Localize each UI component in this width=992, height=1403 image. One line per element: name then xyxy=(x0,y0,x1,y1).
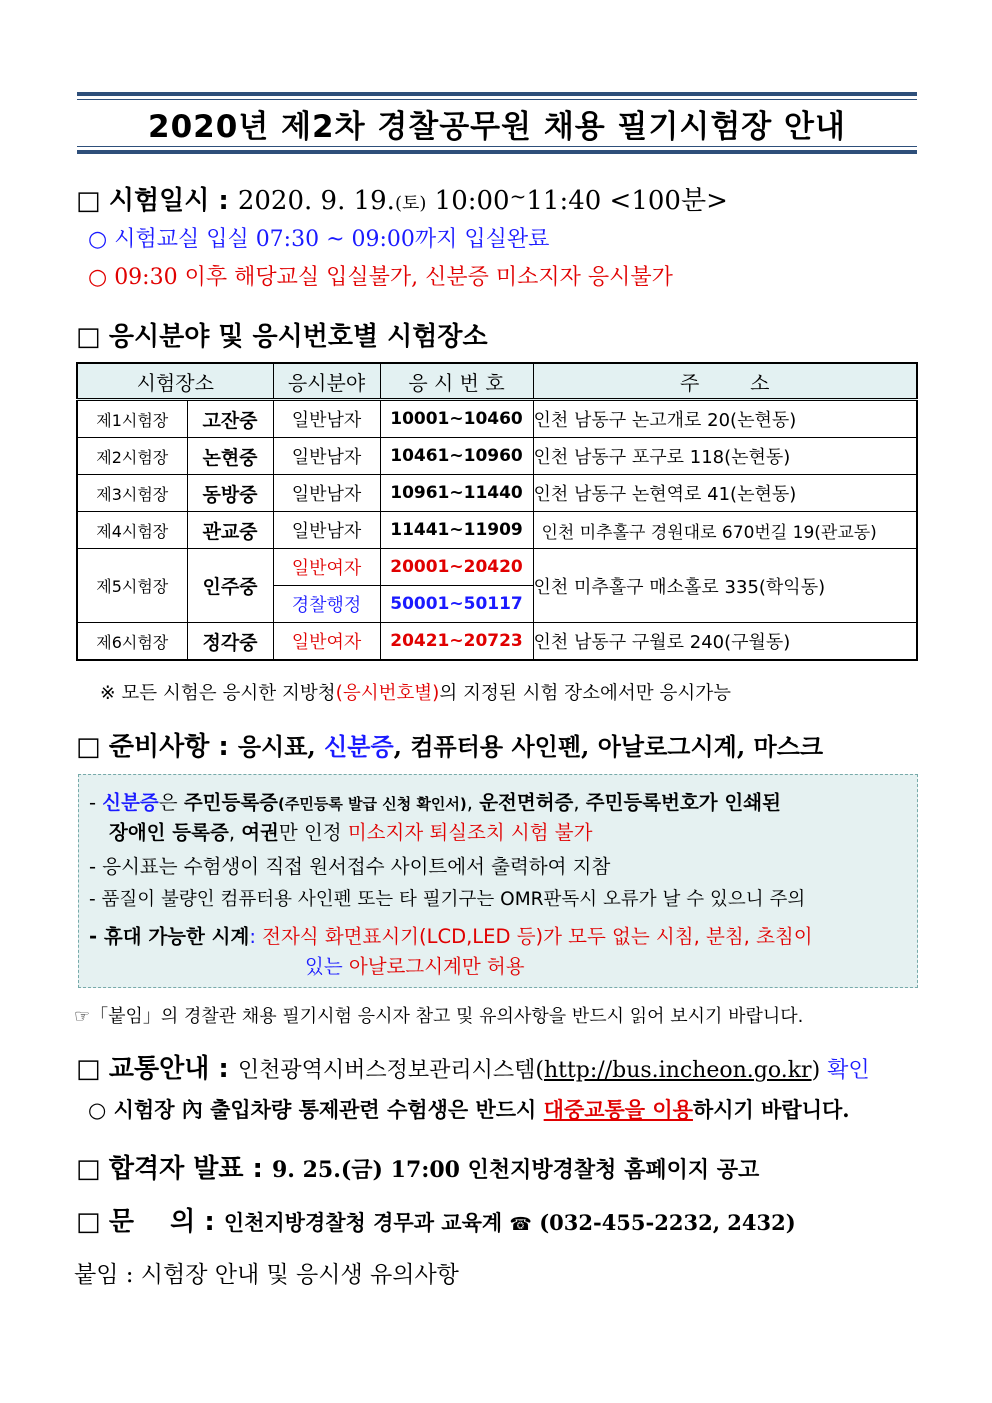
field-cell: 일반여자 xyxy=(273,549,380,586)
checkbox-icon: □ xyxy=(76,1154,101,1184)
text: , xyxy=(466,791,480,814)
school-cell: 정각중 xyxy=(187,623,273,661)
text: 은 xyxy=(158,791,184,814)
field-cell: 일반남자 xyxy=(273,475,380,512)
table-row xyxy=(77,512,917,549)
disability-card: 장애인 등록증 xyxy=(109,821,229,844)
traffic-bullet xyxy=(88,1094,850,1124)
colon: : xyxy=(209,1054,238,1084)
title-banner xyxy=(77,92,917,154)
school-cell: 인주중 xyxy=(187,549,273,623)
site-cell: 제5시험장 xyxy=(77,549,187,623)
checkbox-icon: □ xyxy=(76,1054,101,1084)
contact-heading xyxy=(76,1201,796,1238)
watch-label: - 휴대 가능한 시계 xyxy=(89,925,250,948)
exam-date-heading xyxy=(76,180,728,217)
colon: : xyxy=(209,732,238,762)
school-cell: 동방중 xyxy=(187,475,273,512)
field-cell: 경찰행정 xyxy=(273,586,380,623)
attachment-note: ☞「붙임」의 경찰관 채용 필기시험 응시자 참고 및 유의사항을 반드시 읽어 보시기 바랍니다. xyxy=(74,1006,804,1027)
field-cell: 일반남자 xyxy=(273,512,380,549)
exam-date-value-a: 2020. 9. 19. xyxy=(237,186,395,216)
numbers-cell: 10961~11440 xyxy=(380,475,533,512)
prep-heading xyxy=(76,726,823,763)
result-label: 합격자 발표 xyxy=(108,1154,244,1184)
prep-items-c: , 컴퓨터용 사인펜, 아날로그시계, 마스크 xyxy=(393,732,824,761)
page-title: 2020년 제2차 경찰공무원 채용 필기시험장 안내 xyxy=(148,108,846,145)
school-cell: 관교중 xyxy=(187,512,273,549)
traffic-label: 교통안내 xyxy=(108,1054,210,1084)
numbers-cell: 10461~10960 xyxy=(380,438,533,475)
table-header-row xyxy=(77,363,917,400)
site-cell: 제1시험장 xyxy=(77,400,187,438)
site-cell: 제3시험장 xyxy=(77,475,187,512)
checkbox-icon: □ xyxy=(76,322,101,352)
text: , xyxy=(573,791,586,814)
contact-label: 문 의 xyxy=(108,1207,196,1237)
phone-icon: ☎ xyxy=(509,1214,532,1235)
resident-card-note: (주민등록 발급 신청 확인서) xyxy=(278,795,467,813)
text: 만 인정 xyxy=(278,821,348,844)
prep-line-pen: - 품질이 불량인 컴퓨터용 사인펜 또는 타 필기구는 OMR판독시 오류가 날 수 있으니 주의 xyxy=(89,889,806,910)
table-row xyxy=(77,438,917,475)
header-site: 시험장소 xyxy=(77,363,273,400)
address-cell: 인천 남동구 논현역로 41(논현동) xyxy=(533,475,917,512)
table-row xyxy=(77,475,917,512)
note-suffix: 의 지정된 시험 장소에서만 응시가능 xyxy=(439,683,731,704)
colon: : xyxy=(209,186,238,216)
address-cell: 인천 남동구 구월로 240(구월동) xyxy=(533,623,917,661)
prep-items-a: 응시표, xyxy=(237,732,325,761)
address-cell: 인천 미추홀구 매소홀로 335(학익동) xyxy=(533,549,917,623)
exam-site-note xyxy=(100,679,731,705)
note-highlight: (응시번호별) xyxy=(335,683,440,704)
checkbox-icon: □ xyxy=(76,186,101,216)
entry-time-bullet: ○ 시험교실 입실 07:30 ~ 09:00까지 입실완료 xyxy=(88,227,550,252)
table-row xyxy=(77,400,917,438)
text: 하시기 바랍니다. xyxy=(692,1097,850,1122)
table-row xyxy=(77,623,917,661)
exam-date-value-b: 10:00 xyxy=(426,186,510,216)
field-cell: 일반남자 xyxy=(273,438,380,475)
result-text: 9. 25.(금) 17:00 인천지방경찰청 홈페이지 공고 xyxy=(272,1157,760,1183)
text: ) xyxy=(811,1058,828,1083)
prep-line-watch xyxy=(89,921,813,949)
result-heading xyxy=(76,1148,759,1185)
school-cell: 논현중 xyxy=(187,438,273,475)
prep-line-watch-2 xyxy=(305,951,525,979)
exam-date-label: 시험일시 xyxy=(108,186,210,216)
traffic-heading xyxy=(76,1048,870,1085)
text: ○ 시험장 內 출입차량 통제관련 수험생은 반드시 xyxy=(88,1097,544,1122)
numbers-cell: 50001~50117 xyxy=(380,586,533,623)
printed-number-text: 주민등록번호가 인쇄된 xyxy=(585,791,781,814)
exam-date-day: (토) xyxy=(394,193,427,214)
exam-sites-table xyxy=(76,362,918,661)
checkbox-icon: □ xyxy=(76,1207,101,1237)
prep-details-box xyxy=(78,774,918,988)
exam-date-value-c: 11:40 <100분> xyxy=(526,186,728,216)
public-transit-text: 대중교통을 이용 xyxy=(543,1097,693,1122)
no-id-warning: 미소지자 퇴실조치 시험 불가 xyxy=(347,821,593,844)
sites-heading-label: 응시분야 및 응시번호별 시험장소 xyxy=(108,322,488,352)
checkbox-icon: □ xyxy=(76,732,101,762)
dash: - xyxy=(89,791,103,814)
contact-text: 인천지방경찰청 경무과 교육계 xyxy=(223,1210,510,1235)
attachment-line: 붙임 : 시험장 안내 및 응시생 유의사항 xyxy=(74,1262,459,1288)
header-field: 응시분야 xyxy=(273,363,380,400)
header-numbers: 응 시 번 호 xyxy=(380,363,533,400)
drivers-license: 운전면허증 xyxy=(479,791,574,814)
passport: 여권 xyxy=(241,821,279,844)
text: 있는 xyxy=(305,955,349,978)
table-row xyxy=(77,549,917,586)
phone-number: (032-455-2232, 2432) xyxy=(531,1210,796,1235)
tilde: ~ xyxy=(509,184,527,208)
colon: : xyxy=(195,1207,224,1237)
numbers-cell: 10001~10460 xyxy=(380,400,533,438)
field-cell: 일반여자 xyxy=(273,623,380,661)
prep-items-id: 신분증 xyxy=(324,732,394,761)
prep-line-ticket: - 응시표는 수험생이 직접 원서접수 사이트에서 출력하여 지참 xyxy=(89,855,611,878)
late-entry-bullet: ○ 09:30 이후 해당교실 입실불가, 신분증 미소지자 응시불가 xyxy=(88,265,673,290)
numbers-cell: 20421~20723 xyxy=(380,623,533,661)
id-text: 신분증 xyxy=(102,791,159,814)
confirm-text: 확인 xyxy=(827,1058,870,1083)
site-cell: 제4시험장 xyxy=(77,512,187,549)
bus-info-link[interactable]: http://bus.incheon.go.kr xyxy=(543,1058,812,1083)
colon: : xyxy=(243,1154,272,1184)
text: , xyxy=(228,821,242,844)
header-address: 주 소 xyxy=(533,363,917,400)
prep-line-id xyxy=(89,787,781,815)
address-cell: 인천 미추홀구 경원대로 670번길 19(관교동) xyxy=(533,512,917,549)
watch-rule: 전자식 화면표시기(LCD,LED 등)가 모두 없는 시침, 분침, 초침이 xyxy=(262,925,813,948)
numbers-cell: 20001~20420 xyxy=(380,549,533,586)
analog-only: 아날로그시계만 허용 xyxy=(348,955,525,978)
traffic-text: 인천광역시버스정보관리시스템( xyxy=(237,1058,544,1083)
numbers-cell: 11441~11909 xyxy=(380,512,533,549)
colon: : xyxy=(249,925,263,948)
address-cell: 인천 남동구 포구로 118(논현동) xyxy=(533,438,917,475)
prep-line-id-2 xyxy=(109,817,592,845)
resident-card: 주민등록증 xyxy=(183,791,278,814)
address-cell: 인천 남동구 논고개로 20(논현동) xyxy=(533,400,917,438)
field-cell: 일반남자 xyxy=(273,400,380,438)
school-cell: 고잔중 xyxy=(187,400,273,438)
site-cell: 제6시험장 xyxy=(77,623,187,661)
site-cell: 제2시험장 xyxy=(77,438,187,475)
sites-heading xyxy=(76,316,488,353)
note-prefix: ※ 모든 시험은 응시한 지방청 xyxy=(100,683,336,704)
prep-label: 준비사항 xyxy=(108,732,210,762)
